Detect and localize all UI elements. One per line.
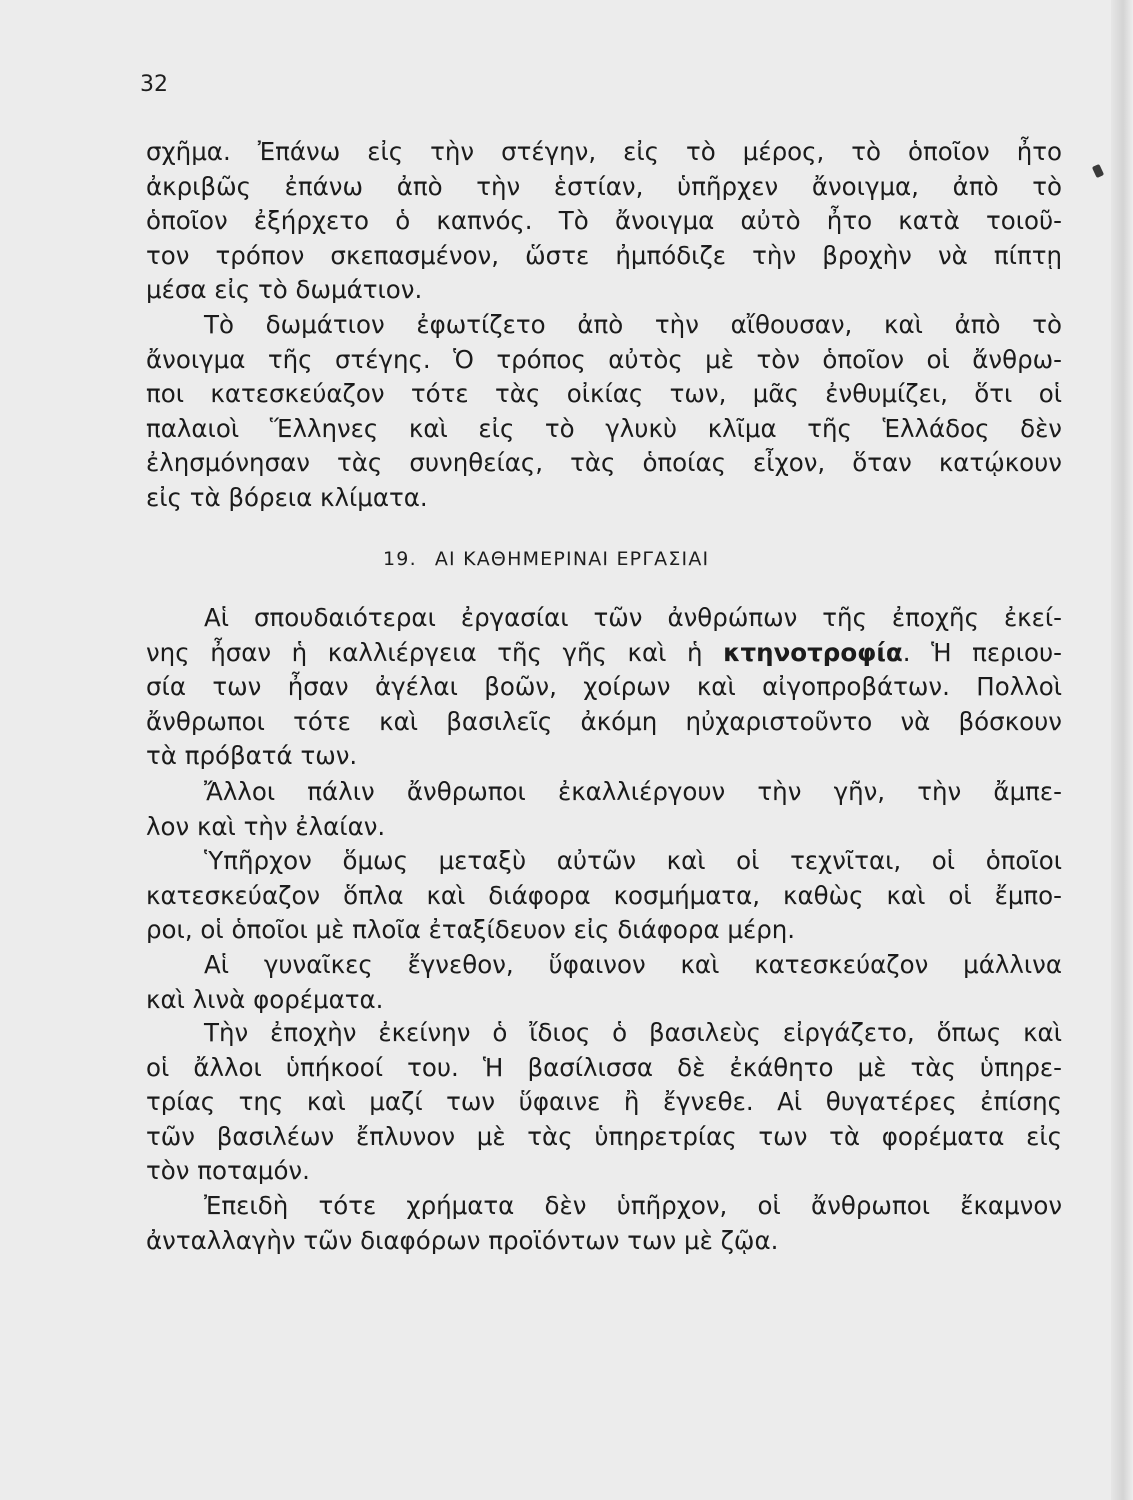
text-line: Τὸ δωμάτιον ἐφωτίζετο ἀπὸ τὴν αἴθουσαν, καὶ ἀπὸ τὸ xyxy=(204,310,1062,339)
text-line: λον καὶ τὴν ἐλαίαν. xyxy=(146,811,386,841)
paragraph-farmers xyxy=(146,775,1062,844)
text-line: Αἱ σπουδαιότεραι ἐργασίαι τῶν ἀνθρώπων τῆς ἐποχῆς ἐκεί- xyxy=(204,603,1062,632)
text-line: σία των ἦσαν ἀγέλαι βοῶν, χοίρων καὶ αἰγοπροβάτων. Πολλοὶ xyxy=(146,672,1062,702)
text-line: μέσα εἰς τὸ δωμάτιον. xyxy=(146,275,423,305)
text-line: Ἄλλοι πάλιν ἄνθρωποι ἐκαλλιέργουν τὴν γῆν, τὴν ἄμπε- xyxy=(204,777,1062,806)
paragraph-room-lighting xyxy=(146,308,1062,516)
text-line xyxy=(146,636,1062,671)
text-line: εἰς τὰ βόρεια κλίματα. xyxy=(146,482,428,512)
text-line: οἱ ἄλλοι ὑπήκοοί του. Ἡ βασίλισσα δὲ ἐκάθητο μὲ τὰς ὑπηρε- xyxy=(146,1052,1062,1082)
text-line: Ἐπειδὴ τότε χρήματα δὲν ὑπῆρχον, οἱ ἄνθρωποι ἔκαμνον xyxy=(204,1191,1062,1220)
text-line: ἐλησμόνησαν τὰς συνηθείας, τὰς ὁποίας εἶχον, ὅταν κατῴκουν xyxy=(146,448,1062,478)
text-line: ἀκριβῶς ἐπάνω ἀπὸ τὴν ἑστίαν, ὑπῆρχεν ἄνοιγμα, ἀπὸ τὸ xyxy=(146,171,1062,201)
text-line: Αἱ γυναῖκες ἔγνεθον, ὕφαινον καὶ κατεσκεύαζον μάλλινα xyxy=(204,950,1062,979)
text-line: τῶν βασιλέων ἔπλυνον μὲ τὰς ὑπηρετρίας των τὰ φορέματα εἰς xyxy=(146,1121,1062,1151)
text-line: ἄνοιγμα τῆς στέγης. Ὁ τρόπος αὐτὸς μὲ τὸν ὁποῖον οἱ ἄνθρω- xyxy=(146,344,1062,374)
text-line: ποι κατεσκεύαζον τότε τὰς οἰκίας των, μᾶς ἐνθυμίζει, ὅτι οἱ xyxy=(146,379,1062,409)
text-line: σχῆμα. Ἐπάνω εἰς τὴν στέγην, εἰς τὸ μέρος, τὸ ὁποῖον ἦτο xyxy=(146,137,1062,166)
paragraph-daily-work xyxy=(146,601,1062,774)
paragraph-craftsmen xyxy=(146,844,1062,948)
text-line: τον τρόπον σκεπασμένον, ὥστε ἠμπόδιζε τὴν βροχὴν νὰ πίπτῃ xyxy=(146,240,1062,270)
text-line: τὸν ποταμόν. xyxy=(146,1156,310,1186)
section-heading xyxy=(383,548,709,570)
text-line: Ὑπῆρχον ὅμως μεταξὺ αὐτῶν καὶ οἱ τεχνῖται, οἱ ὁποῖοι xyxy=(204,846,1062,875)
page-number: 32 xyxy=(140,72,168,97)
text-line: Τὴν ἐποχὴν ἐκείνην ὁ ἴδιος ὁ βασιλεὺς εἰργάζετο, ὅπως καὶ xyxy=(204,1018,1062,1047)
text-line: ροι, οἱ ὁποῖοι μὲ πλοῖα ἐταξίδευον εἰς διάφορα μέρη. xyxy=(146,915,796,945)
paragraph-trade xyxy=(146,1189,1062,1258)
text-line: ἀνταλλαγὴν τῶν διαφόρων προϊόντων των μὲ ζῷα. xyxy=(146,1225,779,1255)
page-edge-shadow xyxy=(1111,0,1133,1500)
text-line: ἄνθρωποι τότε καὶ βασιλεῖς ἀκόμη ηὐχαριστοῦντο νὰ βόσκουν xyxy=(146,706,1062,736)
text-segment: . Ἡ περιου- xyxy=(902,637,1062,667)
paragraph-king xyxy=(146,1016,1062,1189)
ink-speck xyxy=(1092,164,1104,178)
paragraph-women xyxy=(146,948,1062,1017)
text-line: καὶ λινὰ φορέματα. xyxy=(146,984,384,1014)
text-line: τὰ πρόβατά των. xyxy=(146,741,358,771)
section-number: 19. xyxy=(383,548,417,570)
text-line: ὁποῖον ἐξήρχετο ὁ καπνός. Τὸ ἄνοιγμα αὐτὸ ἦτο κατὰ τοιοῦ- xyxy=(146,206,1062,236)
text-line: παλαιοὶ Ἕλληνες καὶ εἰς τὸ γλυκὺ κλῖμα τῆς Ἑλλάδος δὲν xyxy=(146,413,1062,443)
paragraph-roof-opening xyxy=(146,135,1062,308)
text-line: κατεσκεύαζον ὅπλα καὶ διάφορα κοσμήματα, καθὼς καὶ οἱ ἔμπο- xyxy=(146,880,1062,910)
bold-term: κτηνοτροφία xyxy=(723,637,903,667)
section-title: ΑΙ ΚΑΘΗΜΕΡΙΝΑΙ ΕΡΓΑΣΙΑΙ xyxy=(434,548,710,570)
text-line: τρίας της καὶ μαζί των ὕφαινε ἢ ἔγνεθε. Αἱ θυγατέρες ἐπίσης xyxy=(146,1087,1062,1117)
text-segment: νης ἦσαν ἡ καλλιέργεια τῆς γῆς καὶ ἡ xyxy=(146,637,703,667)
